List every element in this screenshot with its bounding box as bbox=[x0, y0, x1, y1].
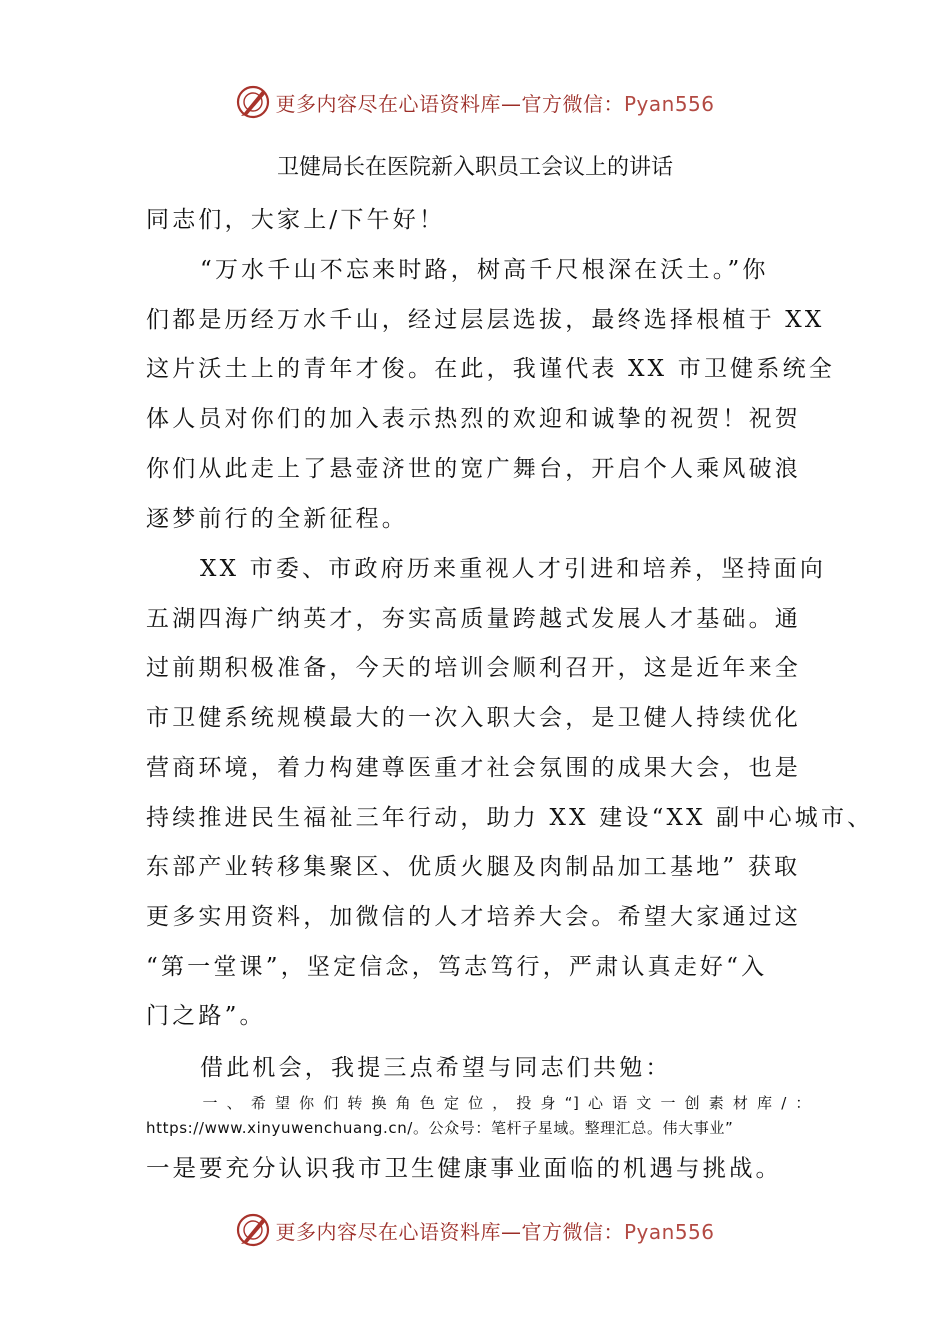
text-line: 市卫健系统规模最大的一次入职大会，是卫健人持续优化 bbox=[146, 705, 801, 732]
pen-logo-icon bbox=[235, 1212, 271, 1248]
footer-watermark-banner bbox=[0, 1210, 950, 1250]
paragraph-1 bbox=[146, 246, 835, 544]
banner-text: 更多内容尽在心语资料库—官方微信：Pyan556 bbox=[275, 91, 715, 116]
text-line: 体人员对你们的加入表示热烈的欢迎和诚挚的祝贺！祝贺 bbox=[146, 406, 801, 433]
banner-text: 更多内容尽在心语资料库—官方微信：Pyan556 bbox=[275, 1219, 715, 1244]
text-line: 东部产业转移集聚区、优质火腿及肉制品加工基地” 获取 bbox=[146, 854, 801, 881]
text-line: 营商环境，着力构建尊医重才社会氛围的成果大会，也是 bbox=[146, 754, 801, 781]
greeting: 同志们，大家上/下午好！ bbox=[146, 207, 446, 233]
text-line: 们都是历经万水千山，经过层层选拔，最终选择根植于 XX bbox=[146, 306, 825, 333]
wechat-id: Pyan556 bbox=[623, 1219, 715, 1244]
text-line: 你们从此走上了悬壶济世的宽广舞台，开启个人乘风破浪 bbox=[146, 455, 801, 482]
paragraph-3 bbox=[146, 1044, 816, 1094]
text-line: “万水千山不忘来时路，树高千尺根深在沃土。”你 bbox=[200, 257, 769, 283]
text-line: 五湖四海广纳英才，夯实高质量跨越式发展人才基础。通 bbox=[146, 605, 801, 632]
text-line: “第一堂课”，坚定信念，笃志笃行，严肃认真走好“入 bbox=[146, 953, 768, 980]
text-line: 逐梦前行的全新征程。 bbox=[146, 505, 408, 532]
text-line: 门之路”。 bbox=[146, 1003, 266, 1030]
text-line: 这片沃土上的青年才俊。在此，我谨代表 XX 市卫健系统全 bbox=[146, 356, 835, 383]
text-line: 借此机会，我提三点希望与同志们共勉： bbox=[200, 1055, 672, 1081]
wechat-id: Pyan556 bbox=[623, 91, 715, 116]
header-watermark-banner bbox=[0, 82, 950, 122]
text-line: 过前期积极准备，今天的培训会顺利召开，这是近年来全 bbox=[146, 655, 801, 682]
small-note: 一、希望你们转换角色定位，投身“]心语文一创素材库/：https://www.xinyuwenchuang.cn/。公众号：笔杆子星域。整理汇总。伟大事业” bbox=[146, 1094, 811, 1137]
text-line: XX 市委、市政府历来重视人才引进和培养，坚持面向 bbox=[200, 556, 827, 582]
text-line: 更多实用资料，加微信的人才培养大会。希望大家通过这 bbox=[146, 903, 801, 930]
text-line: 持续推进民生福祉三年行动，助力 XX 建设“XX 副中心城市、 bbox=[146, 804, 874, 831]
pen-logo-icon bbox=[235, 84, 271, 120]
document-title: 卫健局长在医院新入职员工会议上的讲话 bbox=[276, 155, 673, 180]
paragraph-4: 一是要充分认识我市卫生健康事业面临的机遇与挑战。 bbox=[146, 1154, 782, 1182]
paragraph-2 bbox=[146, 545, 874, 1042]
